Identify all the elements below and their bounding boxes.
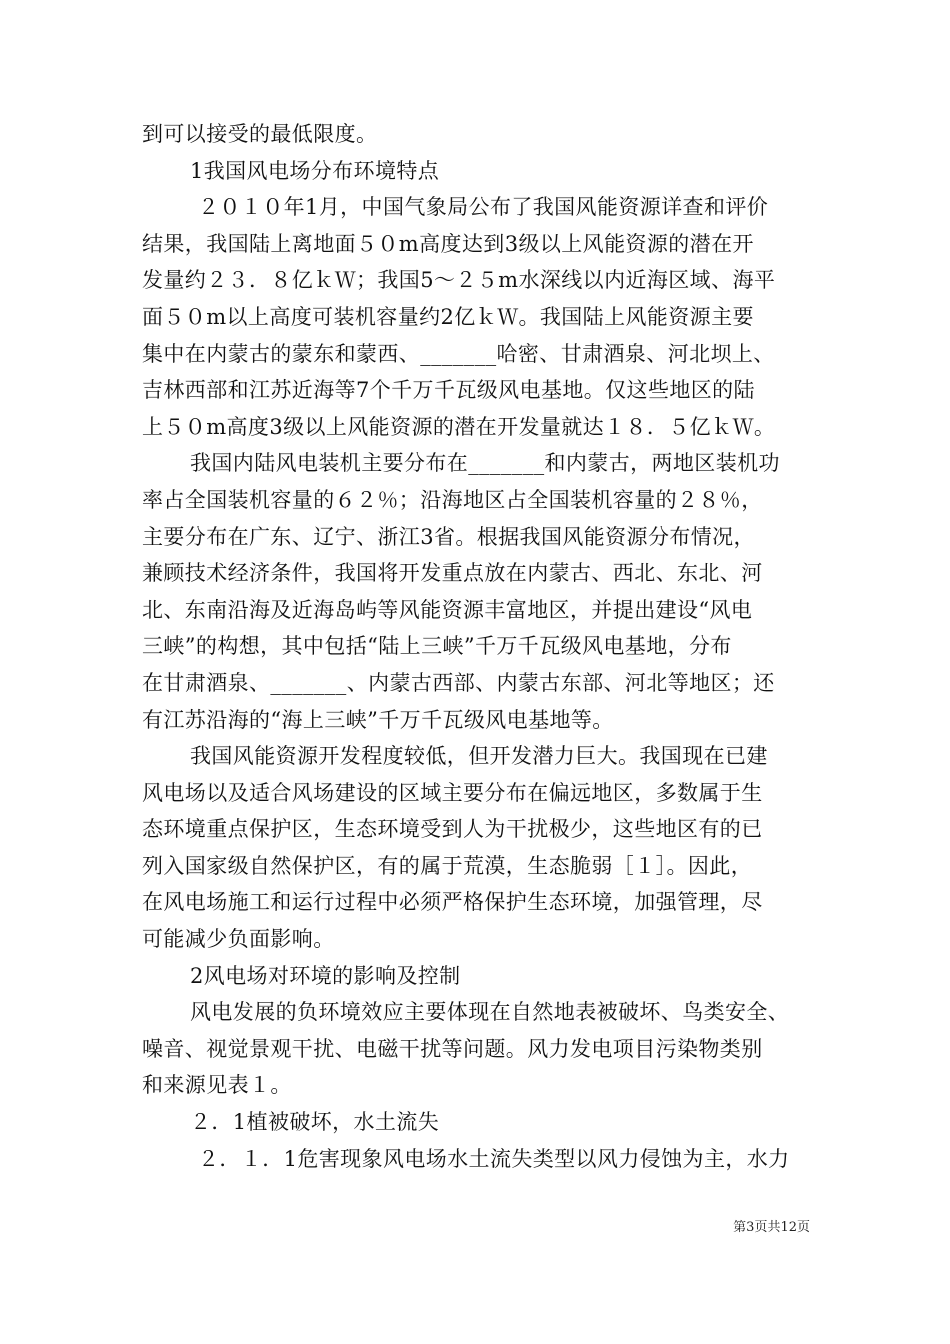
paragraph-line: ２０１０年1月，中国气象局公布了我国风能资源详查和评价 xyxy=(198,195,769,220)
paragraph-line: 风电发展的负环境效应主要体现在自然地表被破坏、鸟类安全、 xyxy=(190,1000,790,1025)
document-body xyxy=(142,116,814,1177)
paragraph-line: 风电场以及适合风场建设的区域主要分布在偏远地区，多数属于生 xyxy=(142,780,763,805)
paragraph-line: 在甘肃酒泉、_______、内蒙古西部、内蒙古东部、河北等地区；还 xyxy=(142,670,775,695)
paragraph-line: 兼顾技术经济条件，我国将开发重点放在内蒙古、西北、东北、河 xyxy=(142,561,763,586)
paragraph-line: 态环境重点保护区，生态环境受到人为干扰极少，这些地区有的已 xyxy=(142,817,763,842)
subsection-heading: ２．1植被破坏，水土流失 xyxy=(190,1110,440,1135)
paragraph-line: ２．１．1危害现象风电场水土流失类型以风力侵蚀为主，水力 xyxy=(198,1146,790,1171)
paragraph-line: 集中在内蒙古的蒙东和蒙西、_______哈密、甘肃酒泉、河北坝上、 xyxy=(142,341,775,366)
paragraph-line: 列入国家级自然保护区，有的属于荒漠，生态脆弱［１］。因此， xyxy=(142,853,753,878)
paragraph-line: 吉林西部和江苏近海等7个千万千瓦级风电基地。仅这些地区的陆 xyxy=(142,378,755,403)
paragraph-line: 主要分布在广东、辽宁、浙江3省。根据我国风能资源分布情况， xyxy=(142,524,755,549)
paragraph-line: 结果，我国陆上离地面５０m高度达到3级以上风能资源的潜在开 xyxy=(142,231,754,256)
paragraph-line: 在风电场施工和运行过程中必须严格保护生态环境，加强管理，尽 xyxy=(142,890,763,915)
paragraph-line: 有江苏沿海的“海上三峡”千万千瓦级风电基地等。 xyxy=(142,707,614,732)
paragraph-line: 噪音、视觉景观干扰、电磁干扰等问题。风力发电项目污染物类别 xyxy=(142,1036,763,1061)
paragraph-line: 面５０m以上高度可装机容量约2亿ｋＷ。我国陆上风能资源主要 xyxy=(142,304,754,329)
section-heading: 2风电场对环境的影响及控制 xyxy=(190,963,461,988)
paragraph-line: 可能减少负面影响。 xyxy=(142,927,335,952)
section-heading: 1我国风电场分布环境特点 xyxy=(190,158,440,183)
paragraph-line: 我国内陆风电装机主要分布在_______和内蒙古，两地区装机功 xyxy=(190,451,780,476)
body-line: 到可以接受的最低限度。 xyxy=(142,122,378,146)
paragraph-line: 和来源见表１。 xyxy=(142,1073,292,1098)
paragraph-line: 北、东南沿海及近海岛屿等风能资源丰富地区，并提出建设“风电 xyxy=(142,597,753,622)
paragraph-line: 三峡”的构想，其中包括“陆上三峡”千万千瓦级风电基地，分布 xyxy=(142,634,732,659)
paragraph-line: 率占全国装机容量的６２％；沿海地区占全国装机容量的２８％， xyxy=(142,487,763,512)
page-number: 第3页共12页 xyxy=(733,1220,810,1235)
paragraph-line: 上５０m高度3级以上风能资源的潜在开发量就达１８．５亿ｋＷ。 xyxy=(142,414,776,439)
paragraph-line: 我国风能资源开发程度较低，但开发潜力巨大。我国现在已建 xyxy=(190,744,768,769)
paragraph-line: 发量约２３．８亿ｋＷ；我国5～２５m水深线以内近海区域、海平 xyxy=(142,268,776,293)
